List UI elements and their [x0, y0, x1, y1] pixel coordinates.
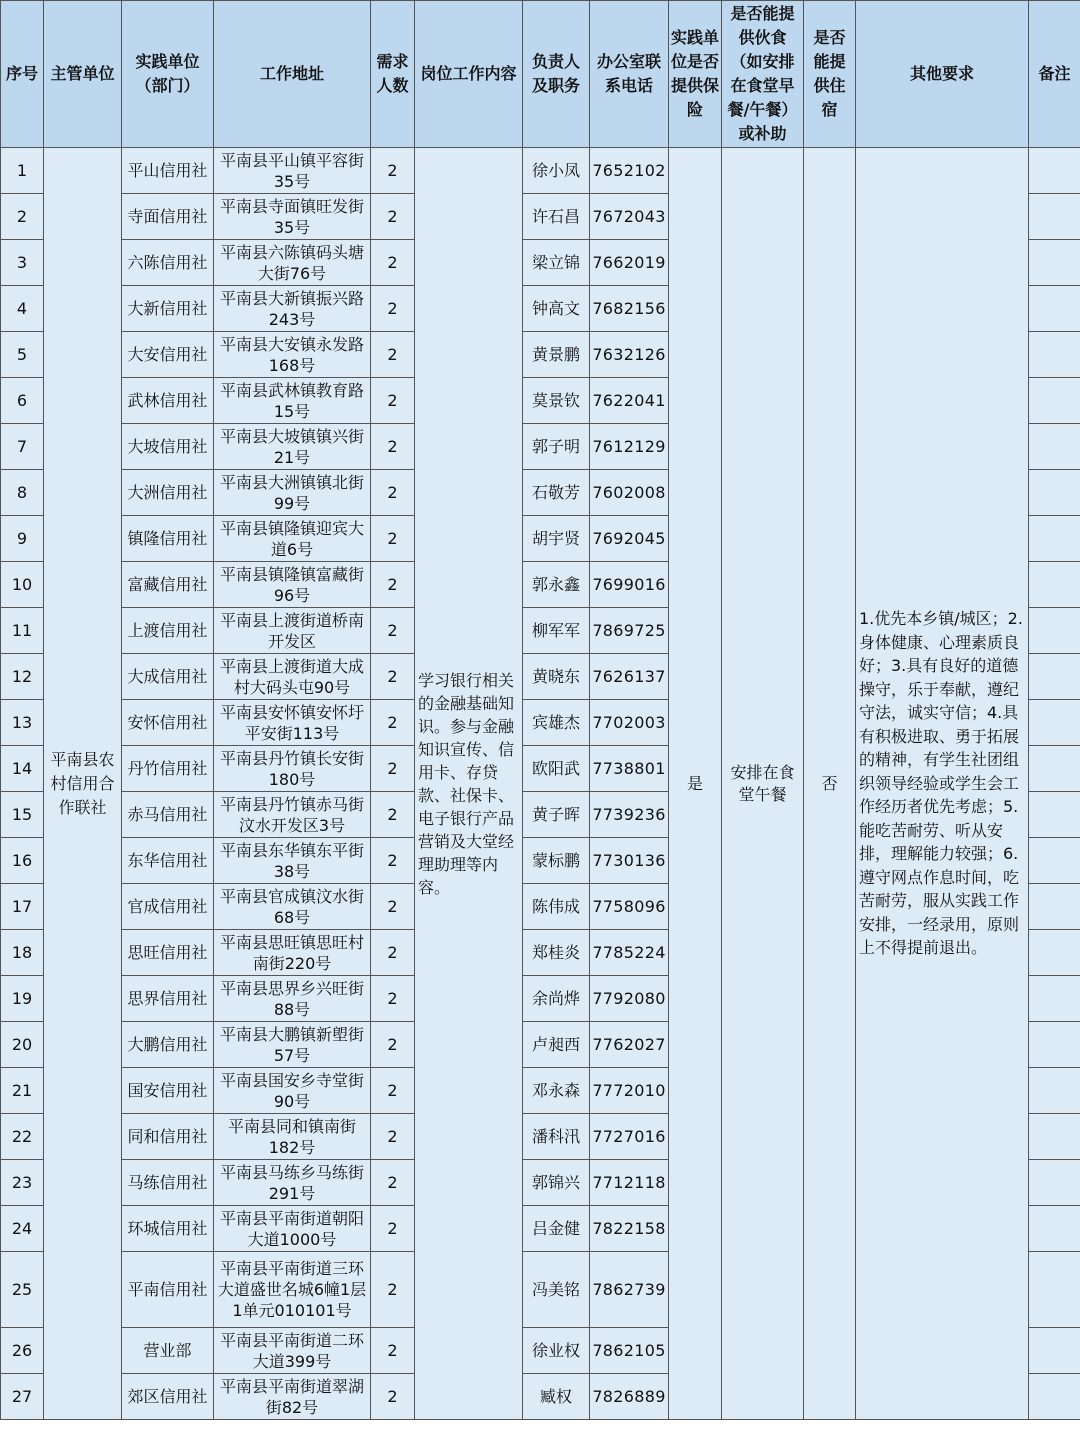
row-phone: 7622041: [590, 378, 669, 424]
row-address: 平南县平南街道二环大道399号: [214, 1328, 371, 1374]
row-contact: 莫景钦: [523, 378, 590, 424]
row-remarks: [1029, 1206, 1080, 1252]
row-contact: 黄子晖: [523, 792, 590, 838]
row-count: 2: [371, 746, 415, 792]
row-address: 平南县马练乡马练街291号: [214, 1160, 371, 1206]
row-seq: 10: [1, 562, 44, 608]
row-seq: 3: [1, 240, 44, 286]
row-remarks: [1029, 1068, 1080, 1114]
row-contact: 吕金健: [523, 1206, 590, 1252]
row-contact: 胡宇贤: [523, 516, 590, 562]
row-phone: 7862739: [590, 1252, 669, 1328]
row-address: 平南县平南街道翠湖街82号: [214, 1374, 371, 1420]
row-seq: 13: [1, 700, 44, 746]
row-seq: 7: [1, 424, 44, 470]
row-phone: 7822158: [590, 1206, 669, 1252]
header-lodging: 是否能提供住宿: [804, 1, 856, 148]
insurance-value: 是: [669, 148, 722, 1420]
row-dept: 思旺信用社: [122, 930, 214, 976]
row-seq: 22: [1, 1114, 44, 1160]
row-count: 2: [371, 976, 415, 1022]
header-meals: 是否能提供伙食（如安排在食堂早餐/午餐）或补助: [722, 1, 804, 148]
row-phone: 7712118: [590, 1160, 669, 1206]
row-remarks: [1029, 1114, 1080, 1160]
row-count: 2: [371, 286, 415, 332]
row-remarks: [1029, 700, 1080, 746]
row-address: 平南县六陈镇码头塘大街76号: [214, 240, 371, 286]
row-remarks: [1029, 194, 1080, 240]
row-contact: 黄晓东: [523, 654, 590, 700]
row-contact: 臧权: [523, 1374, 590, 1420]
row-dept: 镇隆信用社: [122, 516, 214, 562]
row-contact: 陈伟成: [523, 884, 590, 930]
row-address: 平南县寺面镇旺发街35号: [214, 194, 371, 240]
row-remarks: [1029, 1022, 1080, 1068]
row-phone: 7772010: [590, 1068, 669, 1114]
row-address: 平南县大安镇永发路168号: [214, 332, 371, 378]
row-contact: 蒙标鹏: [523, 838, 590, 884]
row-contact: 许石昌: [523, 194, 590, 240]
row-count: 2: [371, 1068, 415, 1114]
row-remarks: [1029, 240, 1080, 286]
table-body: [1, 148, 1080, 1420]
row-contact: 梁立锦: [523, 240, 590, 286]
row-remarks: [1029, 838, 1080, 884]
row-contact: 邓永森: [523, 1068, 590, 1114]
row-phone: 7826889: [590, 1374, 669, 1420]
row-count: 2: [371, 378, 415, 424]
header-unit: 主管单位: [44, 1, 122, 148]
row-contact: 潘科汛: [523, 1114, 590, 1160]
row-dept: 环城信用社: [122, 1206, 214, 1252]
row-remarks: [1029, 930, 1080, 976]
row-contact: 冯美铭: [523, 1252, 590, 1328]
row-phone: 7869725: [590, 608, 669, 654]
row-seq: 8: [1, 470, 44, 516]
row-address: 平南县国安乡寺堂街90号: [214, 1068, 371, 1114]
row-address: 平南县上渡街道桥南开发区: [214, 608, 371, 654]
row-dept: 官成信用社: [122, 884, 214, 930]
row-phone: 7602008: [590, 470, 669, 516]
row-seq: 1: [1, 148, 44, 194]
row-address: 平南县丹竹镇赤马街汶水开发区3号: [214, 792, 371, 838]
row-contact: 郭子明: [523, 424, 590, 470]
row-phone: 7612129: [590, 424, 669, 470]
row-phone: 7652102: [590, 148, 669, 194]
row-address: 平南县安怀镇安怀圩平安街113号: [214, 700, 371, 746]
row-phone: 7672043: [590, 194, 669, 240]
row-seq: 14: [1, 746, 44, 792]
row-dept: 平山信用社: [122, 148, 214, 194]
row-seq: 19: [1, 976, 44, 1022]
row-contact: 卢昶西: [523, 1022, 590, 1068]
row-address: 平南县上渡街道大成村大码头屯90号: [214, 654, 371, 700]
row-contact: 余尚烨: [523, 976, 590, 1022]
row-address: 平南县丹竹镇长安街180号: [214, 746, 371, 792]
row-address: 平南县镇隆镇迎宾大道6号: [214, 516, 371, 562]
row-count: 2: [371, 470, 415, 516]
row-dept: 大鹏信用社: [122, 1022, 214, 1068]
row-count: 2: [371, 700, 415, 746]
row-phone: 7699016: [590, 562, 669, 608]
row-dept: 富藏信用社: [122, 562, 214, 608]
row-dept: 大坡信用社: [122, 424, 214, 470]
row-address: 平南县大洲镇镇北街99号: [214, 470, 371, 516]
row-contact: 宾雄杰: [523, 700, 590, 746]
row-count: 2: [371, 240, 415, 286]
row-phone: 7727016: [590, 1114, 669, 1160]
row-phone: 7762027: [590, 1022, 669, 1068]
row-remarks: [1029, 470, 1080, 516]
row-contact: 石敬芳: [523, 470, 590, 516]
row-remarks: [1029, 516, 1080, 562]
row-remarks: [1029, 884, 1080, 930]
row-contact: 徐小凤: [523, 148, 590, 194]
row-address: 平南县武林镇教育路15号: [214, 378, 371, 424]
row-dept: 大洲信用社: [122, 470, 214, 516]
row-contact: 柳军军: [523, 608, 590, 654]
row-seq: 23: [1, 1160, 44, 1206]
row-phone: 7738801: [590, 746, 669, 792]
row-contact: 欧阳武: [523, 746, 590, 792]
header-seq: 序号: [1, 1, 44, 148]
row-dept: 武林信用社: [122, 378, 214, 424]
row-phone: 7739236: [590, 792, 669, 838]
header-address: 工作地址: [214, 1, 371, 148]
row-dept: 思界信用社: [122, 976, 214, 1022]
row-dept: 上渡信用社: [122, 608, 214, 654]
row-seq: 16: [1, 838, 44, 884]
row-seq: 25: [1, 1252, 44, 1328]
row-remarks: [1029, 378, 1080, 424]
row-seq: 17: [1, 884, 44, 930]
row-count: 2: [371, 1114, 415, 1160]
row-seq: 6: [1, 378, 44, 424]
row-address: 平南县大鹏镇新塱街57号: [214, 1022, 371, 1068]
row-remarks: [1029, 1328, 1080, 1374]
row-seq: 11: [1, 608, 44, 654]
row-seq: 9: [1, 516, 44, 562]
row-address: 平南县大新镇振兴路243号: [214, 286, 371, 332]
row-dept: 大安信用社: [122, 332, 214, 378]
row-phone: 7730136: [590, 838, 669, 884]
header-phone: 办公室联系电话: [590, 1, 669, 148]
row-remarks: [1029, 654, 1080, 700]
row-phone: 7682156: [590, 286, 669, 332]
row-address: 平南县思旺镇思旺村南街220号: [214, 930, 371, 976]
header-dept: 实践单位（部门）: [122, 1, 214, 148]
row-seq: 2: [1, 194, 44, 240]
row-dept: 六陈信用社: [122, 240, 214, 286]
row-dept: 平南信用社: [122, 1252, 214, 1328]
row-dept: 营业部: [122, 1328, 214, 1374]
row-dept: 赤马信用社: [122, 792, 214, 838]
row-count: 2: [371, 1206, 415, 1252]
row-count: 2: [371, 654, 415, 700]
row-count: 2: [371, 516, 415, 562]
row-contact: 钟高文: [523, 286, 590, 332]
row-phone: 7692045: [590, 516, 669, 562]
row-dept: 大成信用社: [122, 654, 214, 700]
table-row: [1, 148, 1080, 194]
row-dept: 国安信用社: [122, 1068, 214, 1114]
row-seq: 26: [1, 1328, 44, 1374]
row-seq: 12: [1, 654, 44, 700]
row-contact: 郭锦兴: [523, 1160, 590, 1206]
meals-value: 安排在食堂午餐: [722, 148, 804, 1420]
header-requirements: 其他要求: [856, 1, 1029, 148]
requirements-text: 1.优先本乡镇/城区；2.身体健康、心理素质良好；3.具有良好的道德操守，乐于奉献，遵纪守法，诚实守信；4.具有积极进取、勇于拓展的精神，有学生社团组织领导经验或学生会工作经历者优先考虑；5.能吃苦耐劳、听从安排，理解能力较强；6.遵守网点作息时间，吃苦耐劳，服从实践工作安排，一经录用，原则上不得提前退出。: [856, 148, 1029, 1420]
row-seq: 21: [1, 1068, 44, 1114]
row-count: 2: [371, 1252, 415, 1328]
row-count: 2: [371, 148, 415, 194]
row-dept: 同和信用社: [122, 1114, 214, 1160]
row-seq: 4: [1, 286, 44, 332]
row-phone: 7702003: [590, 700, 669, 746]
row-count: 2: [371, 792, 415, 838]
row-remarks: [1029, 1374, 1080, 1420]
row-address: 平南县同和镇南街182号: [214, 1114, 371, 1160]
row-contact: 郭永鑫: [523, 562, 590, 608]
row-seq: 27: [1, 1374, 44, 1420]
supervising-unit: 平南县农村信用合作联社: [44, 148, 122, 1420]
row-dept: 东华信用社: [122, 838, 214, 884]
row-count: 2: [371, 194, 415, 240]
row-phone: 7862105: [590, 1328, 669, 1374]
header-contact: 负责人及职务: [523, 1, 590, 148]
row-address: 平南县平南街道朝阳大道1000号: [214, 1206, 371, 1252]
header-content: 岗位工作内容: [415, 1, 523, 148]
row-remarks: [1029, 976, 1080, 1022]
row-seq: 18: [1, 930, 44, 976]
row-dept: 丹竹信用社: [122, 746, 214, 792]
row-count: 2: [371, 1160, 415, 1206]
row-count: 2: [371, 332, 415, 378]
row-seq: 20: [1, 1022, 44, 1068]
row-address: 平南县官成镇汶水街68号: [214, 884, 371, 930]
row-count: 2: [371, 1374, 415, 1420]
row-count: 2: [371, 884, 415, 930]
row-dept: 郊区信用社: [122, 1374, 214, 1420]
row-count: 2: [371, 1328, 415, 1374]
row-dept: 安怀信用社: [122, 700, 214, 746]
row-address: 平南县大坡镇镇兴街21号: [214, 424, 371, 470]
row-phone: 7626137: [590, 654, 669, 700]
row-address: 平南县平南街道三环大道盛世名城6幢1层1单元010101号: [214, 1252, 371, 1328]
row-phone: 7662019: [590, 240, 669, 286]
row-phone: 7785224: [590, 930, 669, 976]
row-remarks: [1029, 1160, 1080, 1206]
header-insurance: 实践单位是否提供保险: [669, 1, 722, 148]
row-address: 平南县东华镇东平街38号: [214, 838, 371, 884]
row-count: 2: [371, 608, 415, 654]
row-address: 平南县思界乡兴旺街88号: [214, 976, 371, 1022]
row-contact: 徐业权: [523, 1328, 590, 1374]
row-address: 平南县平山镇平容街35号: [214, 148, 371, 194]
row-dept: 马练信用社: [122, 1160, 214, 1206]
job-content: 学习银行相关的金融基础知识。参与金融知识宣传、信用卡、存贷款、社保卡、电子银行产品营销及大堂经理助理等内容。: [415, 148, 523, 1420]
row-contact: 郑桂炎: [523, 930, 590, 976]
row-seq: 5: [1, 332, 44, 378]
row-phone: 7792080: [590, 976, 669, 1022]
row-dept: 大新信用社: [122, 286, 214, 332]
row-phone: 7758096: [590, 884, 669, 930]
row-seq: 24: [1, 1206, 44, 1252]
row-address: 平南县镇隆镇富藏街96号: [214, 562, 371, 608]
row-remarks: [1029, 746, 1080, 792]
row-remarks: [1029, 792, 1080, 838]
row-count: 2: [371, 930, 415, 976]
row-dept: 寺面信用社: [122, 194, 214, 240]
row-count: 2: [371, 562, 415, 608]
row-remarks: [1029, 332, 1080, 378]
header-count: 需求人数: [371, 1, 415, 148]
row-remarks: [1029, 1252, 1080, 1328]
row-remarks: [1029, 424, 1080, 470]
row-phone: 7632126: [590, 332, 669, 378]
row-count: 2: [371, 424, 415, 470]
row-contact: 黄景鹏: [523, 332, 590, 378]
row-remarks: [1029, 562, 1080, 608]
lodging-value: 否: [804, 148, 856, 1420]
row-count: 2: [371, 1022, 415, 1068]
header-row: [1, 1, 1080, 148]
row-count: 2: [371, 838, 415, 884]
header-remarks: 备注: [1029, 1, 1080, 148]
row-seq: 15: [1, 792, 44, 838]
row-remarks: [1029, 148, 1080, 194]
row-remarks: [1029, 286, 1080, 332]
row-remarks: [1029, 608, 1080, 654]
